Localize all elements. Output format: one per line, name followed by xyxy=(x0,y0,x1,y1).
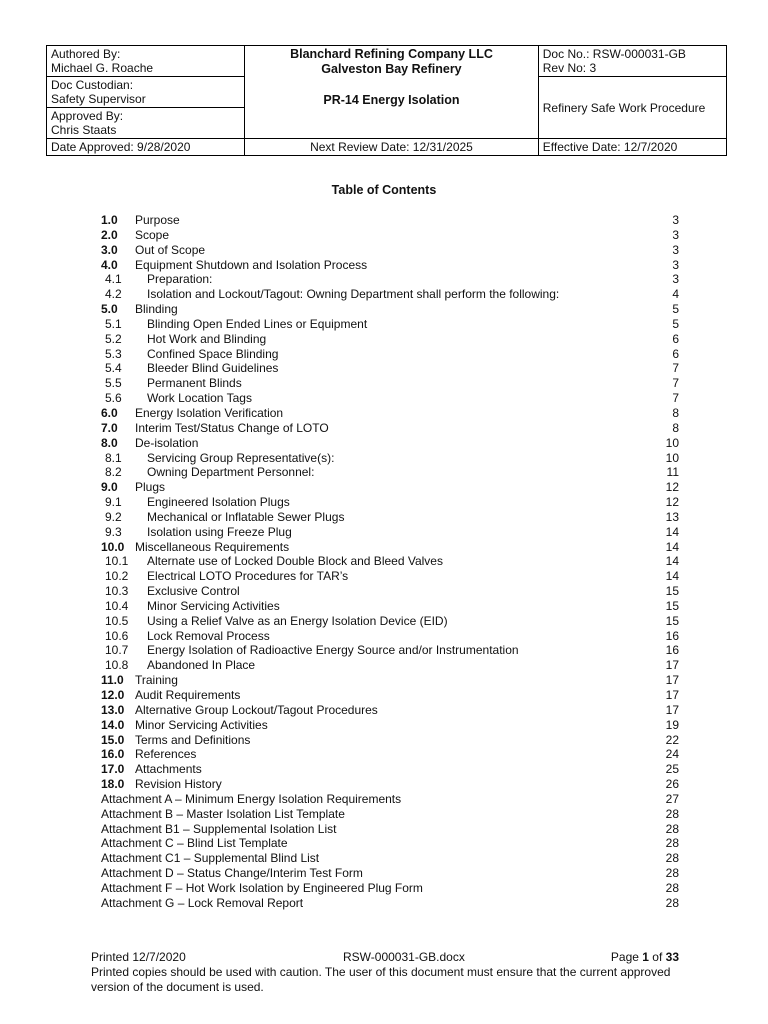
toc-entry[interactable] xyxy=(101,866,679,881)
date-approved: Date Approved: 9/28/2020 xyxy=(47,139,245,156)
toc-entry-page: 5 xyxy=(672,302,679,317)
toc-entry-label: Attachment C – Blind List Template xyxy=(101,836,288,851)
toc-entry-number: 9.0 xyxy=(101,480,118,495)
toc-entry-page: 28 xyxy=(665,821,679,836)
toc-entry-label: Plugs xyxy=(135,480,166,495)
toc-entry-page: 16 xyxy=(665,643,679,658)
toc-entry-page: 26 xyxy=(665,777,679,792)
toc-entry-number: 9.1 xyxy=(105,495,122,510)
toc-entry[interactable] xyxy=(101,584,679,599)
doc-number-cell xyxy=(538,46,726,77)
toc-entry-label: Audit Requirements xyxy=(135,688,241,702)
toc-entry-page: 3 xyxy=(672,272,679,287)
toc-entry[interactable] xyxy=(101,332,679,347)
toc-entry-page: 14 xyxy=(665,524,679,539)
site-name: Galveston Bay Refinery xyxy=(321,62,462,76)
toc-entry-page: 11 xyxy=(666,465,679,480)
toc-entry[interactable] xyxy=(101,896,679,911)
toc-entry-number: 5.3 xyxy=(105,346,122,361)
toc-entry[interactable] xyxy=(101,302,679,317)
toc-entry-label: Confined Space Blinding xyxy=(147,346,279,361)
toc-entry[interactable] xyxy=(101,807,679,822)
title-cell xyxy=(245,46,539,139)
toc-entry-label: Out of Scope xyxy=(135,242,206,257)
toc-entry[interactable] xyxy=(101,480,679,495)
toc-entry-number: 16.0 xyxy=(101,747,125,762)
toc-entry-page: 10 xyxy=(665,450,679,465)
toc-entry-label: Attachment A – Minimum Energy Isolation Requirements xyxy=(101,791,402,806)
toc-entry-number: 10.4 xyxy=(105,598,129,613)
toc-entry-number: 10.5 xyxy=(105,613,129,628)
toc-entry-page: 19 xyxy=(665,717,679,732)
toc-entry[interactable] xyxy=(101,851,679,866)
toc-entry-page: 14 xyxy=(665,554,679,569)
toc-entry[interactable] xyxy=(101,436,679,451)
toc-entry-label: Attachment B – Master Isolation List Template xyxy=(101,806,345,821)
toc-entry-number: 4.0 xyxy=(101,257,118,272)
toc-entry-label: Abandoned In Place xyxy=(147,658,256,673)
toc-entry-number: 5.2 xyxy=(105,331,122,346)
toc-entry-number: 5.0 xyxy=(101,302,118,317)
toc-entry-number: 12.0 xyxy=(101,688,125,702)
toc-entry-label: Minor Servicing Activities xyxy=(135,717,268,732)
toc-entry-page: 8 xyxy=(672,420,679,435)
toc-entry-number: 3.0 xyxy=(101,242,118,257)
toc-entry-number: 17.0 xyxy=(101,762,125,777)
toc-entry[interactable] xyxy=(101,376,679,391)
toc-entry-number: 5.6 xyxy=(105,391,122,406)
toc-entry-number: 7.0 xyxy=(101,420,118,435)
toc-entry-label: Energy Isolation Verification xyxy=(135,405,284,420)
toc-entry[interactable] xyxy=(101,614,679,629)
toc-entry-label: Attachment B1 – Supplemental Isolation List xyxy=(101,821,337,836)
toc-entry[interactable] xyxy=(101,554,679,569)
toc-entry[interactable] xyxy=(101,287,679,302)
toc-entry[interactable] xyxy=(101,762,679,777)
toc-entry-page: 12 xyxy=(665,495,679,510)
toc-entry-number: 11.0 xyxy=(101,673,124,688)
toc-entry-page: 3 xyxy=(672,213,679,227)
authored-by-cell xyxy=(47,46,245,77)
toc-entry-page: 17 xyxy=(665,673,679,688)
caution-note: Printed copies should be used with caution. The user of this document must ensure that the current approved version of the document is used. xyxy=(91,965,671,994)
toc-entry-label: Attachment F – Hot Work Isolation by Engineered Plug Form xyxy=(101,880,423,895)
toc-entry-page: 15 xyxy=(665,584,679,599)
toc-entry[interactable] xyxy=(101,510,679,525)
toc-entry[interactable] xyxy=(101,569,679,584)
toc-entry-page: 27 xyxy=(665,791,679,806)
toc-entry-page: 13 xyxy=(665,509,679,524)
current-page: 1 xyxy=(642,950,649,964)
toc-entry[interactable] xyxy=(101,465,679,480)
toc-entry-number: 8.1 xyxy=(105,450,122,465)
toc-entry-page: 24 xyxy=(665,747,679,762)
toc-entry-page: 12 xyxy=(665,480,679,495)
toc-entry[interactable] xyxy=(101,733,679,748)
toc-entry[interactable] xyxy=(101,643,679,658)
toc-entry-label: Terms and Definitions xyxy=(135,732,251,747)
toc-entry-number: 4.2 xyxy=(105,287,122,302)
toc-entry-label: Work Location Tags xyxy=(147,391,252,406)
toc-entry-label: Lock Removal Process xyxy=(147,628,270,643)
toc-entry-label: Engineered Isolation Plugs xyxy=(147,495,290,510)
document-category: Refinery Safe Work Procedure xyxy=(542,100,706,115)
toc-entry-label: De-isolation xyxy=(135,435,199,450)
authored-by-value: Michael G. Roache xyxy=(51,61,154,75)
toc-entry-page: 15 xyxy=(665,598,679,613)
toc-entry-label: References xyxy=(135,747,197,762)
toc-entry-label: Energy Isolation of Radioactive Energy Source and/or Instrumentation xyxy=(147,643,519,658)
toc-entry-label: Revision History xyxy=(135,777,222,792)
toc-entry[interactable] xyxy=(101,718,679,733)
toc-entry-page: 25 xyxy=(665,762,679,777)
toc-entry-label: Interim Test/Status Change of LOTO xyxy=(135,420,329,435)
custodian-label: Doc Custodian: xyxy=(51,78,134,92)
toc-entry-page: 3 xyxy=(672,257,679,272)
toc-entry[interactable] xyxy=(101,673,679,688)
toc-entry-page: 3 xyxy=(672,242,679,257)
toc-entry[interactable] xyxy=(101,258,679,273)
toc-entry-label: Attachment D – Status Change/Interim Test Form xyxy=(101,866,363,881)
toc-title: Table of Contents xyxy=(331,183,437,197)
toc-entry[interactable] xyxy=(101,629,679,644)
approved-by-cell xyxy=(47,108,245,139)
toc-entry-label: Blinding xyxy=(135,302,178,317)
toc-entry-label: Attachment C1 – Supplemental Blind List xyxy=(101,851,320,866)
toc-entry-page: 7 xyxy=(672,361,679,376)
rev-number: Rev No: 3 xyxy=(542,61,597,75)
toc-entry-page: 17 xyxy=(665,688,679,702)
toc-entry-label: Attachment G – Lock Removal Report xyxy=(101,895,304,910)
toc-entry-number: 9.2 xyxy=(105,509,122,524)
toc-entry-number: 10.3 xyxy=(105,584,129,599)
toc-entry[interactable] xyxy=(101,243,679,258)
toc-entry-page: 14 xyxy=(665,569,679,584)
toc-entry[interactable] xyxy=(101,881,679,896)
toc-entry-label: Training xyxy=(135,673,178,688)
toc-entry-label: Bleeder Blind Guidelines xyxy=(147,361,279,376)
toc-entry-label: Owning Department Personnel: xyxy=(147,465,315,480)
toc-entry-page: 4 xyxy=(672,287,679,302)
toc-entry-label: Mechanical or Inflatable Sewer Plugs xyxy=(147,509,345,524)
toc-entry[interactable] xyxy=(101,777,679,792)
toc-entry-number: 15.0 xyxy=(101,732,125,747)
company-name: Blanchard Refining Company LLC xyxy=(290,47,493,61)
toc-entry-page: 28 xyxy=(665,866,679,881)
toc-entry-page: 28 xyxy=(665,895,679,910)
toc-entry-number: 5.1 xyxy=(105,316,122,331)
toc-entry-page: 8 xyxy=(672,405,679,420)
custodian-cell xyxy=(47,77,245,108)
toc-entry-page: 7 xyxy=(672,376,679,391)
toc-entry-number: 1.0 xyxy=(101,213,118,227)
toc-entry[interactable] xyxy=(101,421,679,436)
authored-by-label: Authored By: xyxy=(51,47,121,61)
toc-entry-label: Servicing Group Representative(s): xyxy=(147,450,335,465)
printed-date: Printed 12/7/2020 xyxy=(91,950,186,964)
toc-entry-number: 10.6 xyxy=(105,628,129,643)
toc-entry[interactable] xyxy=(101,347,679,362)
toc-entry-page: 6 xyxy=(672,331,679,346)
page-footer xyxy=(91,950,679,995)
toc-entry[interactable] xyxy=(101,540,679,555)
approved-by-label: Approved By: xyxy=(51,109,124,123)
toc-entry-number: 8.2 xyxy=(105,465,122,480)
toc-entry[interactable] xyxy=(101,213,679,228)
toc-entry[interactable] xyxy=(101,792,679,807)
toc-entry-label: Isolation using Freeze Plug xyxy=(147,524,292,539)
toc-entry-number: 10.7 xyxy=(105,643,129,658)
procedure-title: PR-14 Energy Isolation xyxy=(323,93,460,107)
toc-entry-label: Hot Work and Blinding xyxy=(147,331,267,346)
file-name: RSW-000031-GB.docx xyxy=(343,950,465,964)
toc-entry[interactable] xyxy=(101,406,679,421)
toc-entry-page: 17 xyxy=(665,658,679,673)
toc-entry[interactable] xyxy=(101,658,679,673)
toc-entry-label: Miscellaneous Requirements xyxy=(135,539,290,554)
toc-entry-label: Isolation and Lockout/Tagout: Owning Department shall perform the following: xyxy=(147,287,560,302)
toc-entry-page: 28 xyxy=(665,806,679,821)
next-review-date: Next Review Date: 12/31/2025 xyxy=(245,139,539,156)
toc-entry-label: Minor Servicing Activities xyxy=(147,598,280,613)
toc-entry-number: 9.3 xyxy=(105,524,122,539)
toc-entry-number: 5.4 xyxy=(105,361,122,376)
toc-entry-page: 14 xyxy=(665,539,679,554)
toc-entry-page: 28 xyxy=(665,836,679,851)
toc-entry[interactable] xyxy=(101,703,679,718)
approved-by-value: Chris Staats xyxy=(51,123,117,137)
toc-entry[interactable] xyxy=(101,525,679,540)
page-number: Page 1 of 33 xyxy=(610,950,679,964)
toc-entry-number: 6.0 xyxy=(101,405,118,420)
total-pages: 33 xyxy=(665,950,679,964)
toc-entry-page: 3 xyxy=(672,227,679,242)
toc-entry-label: Exclusive Control xyxy=(147,584,240,599)
toc-entry[interactable] xyxy=(101,495,679,510)
toc-entry[interactable] xyxy=(101,822,679,837)
toc-entry-number: 10.1 xyxy=(105,554,129,569)
toc-entry[interactable] xyxy=(101,228,679,243)
toc-entry-page: 6 xyxy=(672,346,679,361)
toc-entry-label: Attachments xyxy=(135,762,202,777)
toc-entry-page: 16 xyxy=(665,628,679,643)
toc-entry[interactable] xyxy=(101,272,679,287)
toc-entry-number: 10.0 xyxy=(101,539,125,554)
toc-entry-label: Preparation: xyxy=(147,272,213,287)
toc-entry[interactable] xyxy=(101,836,679,851)
toc-entry-number: 18.0 xyxy=(101,777,125,792)
toc-entry-label: Blinding Open Ended Lines or Equipment xyxy=(147,316,368,331)
toc-entry[interactable] xyxy=(101,391,679,406)
toc-entry-label: Scope xyxy=(135,227,170,242)
toc-entry-number: 14.0 xyxy=(101,717,125,732)
toc-entry[interactable] xyxy=(101,317,679,332)
toc-entry-label: Electrical LOTO Procedures for TAR’s xyxy=(147,569,349,584)
toc-entry-page: 15 xyxy=(665,613,679,628)
toc-entry-number: 10.8 xyxy=(105,658,129,673)
toc-entry-page: 17 xyxy=(665,702,679,717)
toc-entry-number: 2.0 xyxy=(101,227,118,242)
toc-entry-number: 8.0 xyxy=(101,435,118,450)
custodian-value: Safety Supervisor xyxy=(51,92,146,106)
toc-entry-number: 5.5 xyxy=(105,376,122,391)
toc-entry-label: Using a Relief Valve as an Energy Isolation Device (EID) xyxy=(147,613,448,628)
toc-entry[interactable] xyxy=(101,361,679,376)
toc-entry[interactable] xyxy=(101,747,679,762)
toc-entry-label: Purpose xyxy=(135,213,180,227)
toc-entry-label: Alternate use of Locked Double Block and Bleed Valves xyxy=(147,554,443,569)
category-cell xyxy=(538,77,726,139)
toc-entry[interactable] xyxy=(101,451,679,466)
toc-entry[interactable] xyxy=(101,599,679,614)
table-of-contents xyxy=(101,213,679,911)
doc-number: Doc No.: RSW-000031-GB xyxy=(542,47,686,61)
toc-entry-page: 28 xyxy=(665,880,679,895)
toc-entry-number: 10.2 xyxy=(105,569,129,584)
toc-entry-number: 13.0 xyxy=(101,702,125,717)
toc-entry-label: Equipment Shutdown and Isolation Process xyxy=(135,257,368,272)
toc-entry[interactable] xyxy=(101,688,679,703)
toc-entry-page: 7 xyxy=(672,391,679,406)
document-header-table xyxy=(46,45,727,156)
toc-entry-page: 10 xyxy=(665,435,679,450)
toc-entry-page: 22 xyxy=(665,732,679,747)
effective-date: Effective Date: 12/7/2020 xyxy=(538,139,726,156)
toc-entry-label: Alternative Group Lockout/Tagout Procedures xyxy=(135,702,378,717)
toc-entry-page: 5 xyxy=(672,316,679,331)
toc-entry-label: Permanent Blinds xyxy=(147,376,242,391)
toc-entry-number: 4.1 xyxy=(105,272,122,287)
toc-entry-page: 28 xyxy=(665,851,679,866)
